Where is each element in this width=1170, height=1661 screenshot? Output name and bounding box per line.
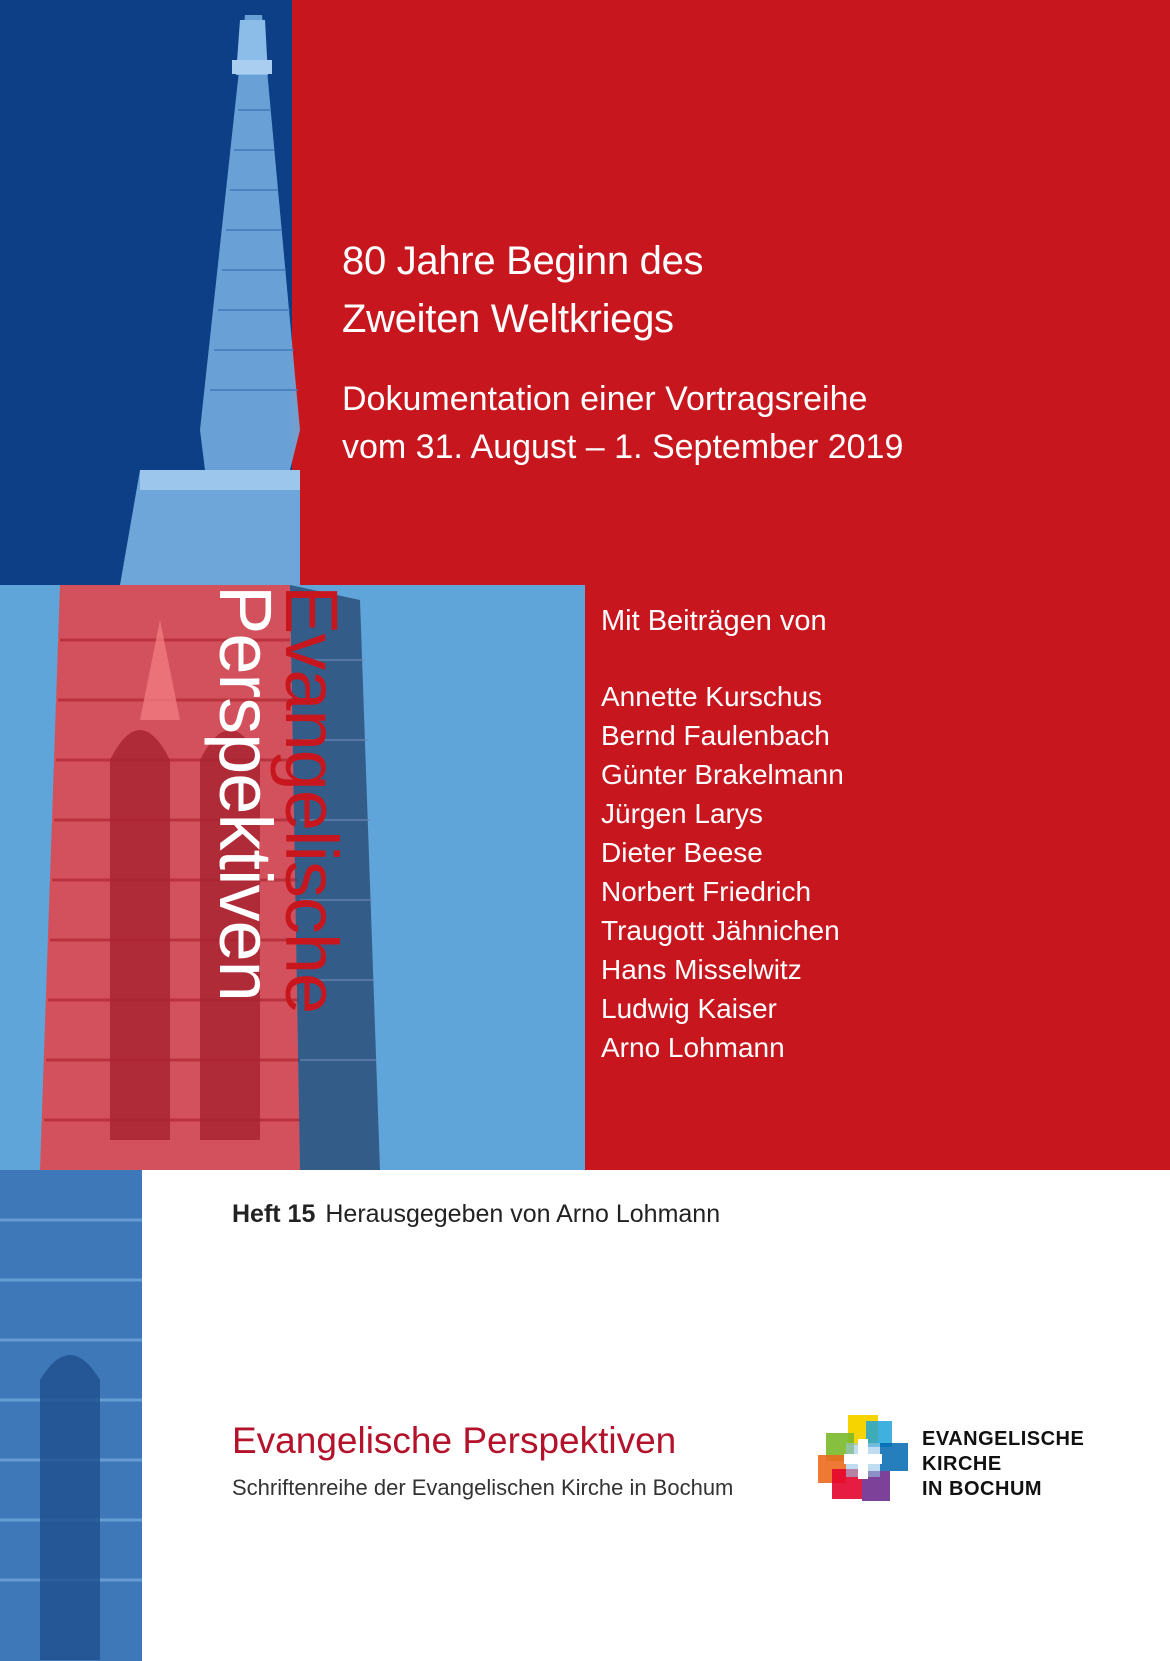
contributor-name: Bernd Faulenbach: [601, 720, 830, 751]
contributor-name: Hans Misselwitz: [601, 954, 802, 985]
contributor-name: Ludwig Kaiser: [601, 993, 777, 1024]
series-title: Evangelische Perspektiven: [232, 1420, 677, 1461]
subtitle-line-2: vom 31. August – 1. September 2019: [342, 428, 904, 466]
title-line-1: 80 Jahre Beginn des: [342, 239, 704, 283]
contributor-name: Arno Lohmann: [601, 1032, 785, 1063]
contributors-list: [601, 677, 844, 1067]
contributor-name: Günter Brakelmann: [601, 759, 844, 790]
title-line-2: Zweiten Weltkriegs: [342, 297, 674, 341]
contributors-heading: Mit Beiträgen von: [601, 605, 827, 637]
edition-line: [232, 1200, 720, 1229]
logo-line-2: KIRCHE: [922, 1453, 1002, 1475]
vertical-title-perspektiven: Perspektiven: [204, 585, 287, 1001]
book-title: [342, 232, 703, 348]
vertical-title-evangelische: Evangelische: [270, 585, 353, 1014]
contributor-name: Dieter Beese: [601, 837, 763, 868]
contributor-name: Traugott Jähnichen: [601, 915, 840, 946]
multicolor-cross-icon: [818, 1415, 910, 1507]
logo-line-3: IN BOCHUM: [922, 1478, 1043, 1500]
logo-line-1: EVANGELISCHE: [922, 1428, 1085, 1450]
book-subtitle: [342, 375, 903, 471]
subtitle-line-1: Dokumentation einer Vortragsreihe: [342, 380, 868, 418]
contributor-name: Jürgen Larys: [601, 798, 763, 829]
church-logo-text: [922, 1427, 1084, 1502]
series-subtitle: Schriftenreihe der Evangelischen Kirche in Bochum: [232, 1475, 734, 1500]
issue-number: Heft 15: [232, 1200, 316, 1228]
contributor-name: Norbert Friedrich: [601, 876, 812, 907]
contributor-name: Annette Kurschus: [601, 681, 823, 712]
editor-credit: Herausgegeben von Arno Lohmann: [325, 1200, 721, 1228]
